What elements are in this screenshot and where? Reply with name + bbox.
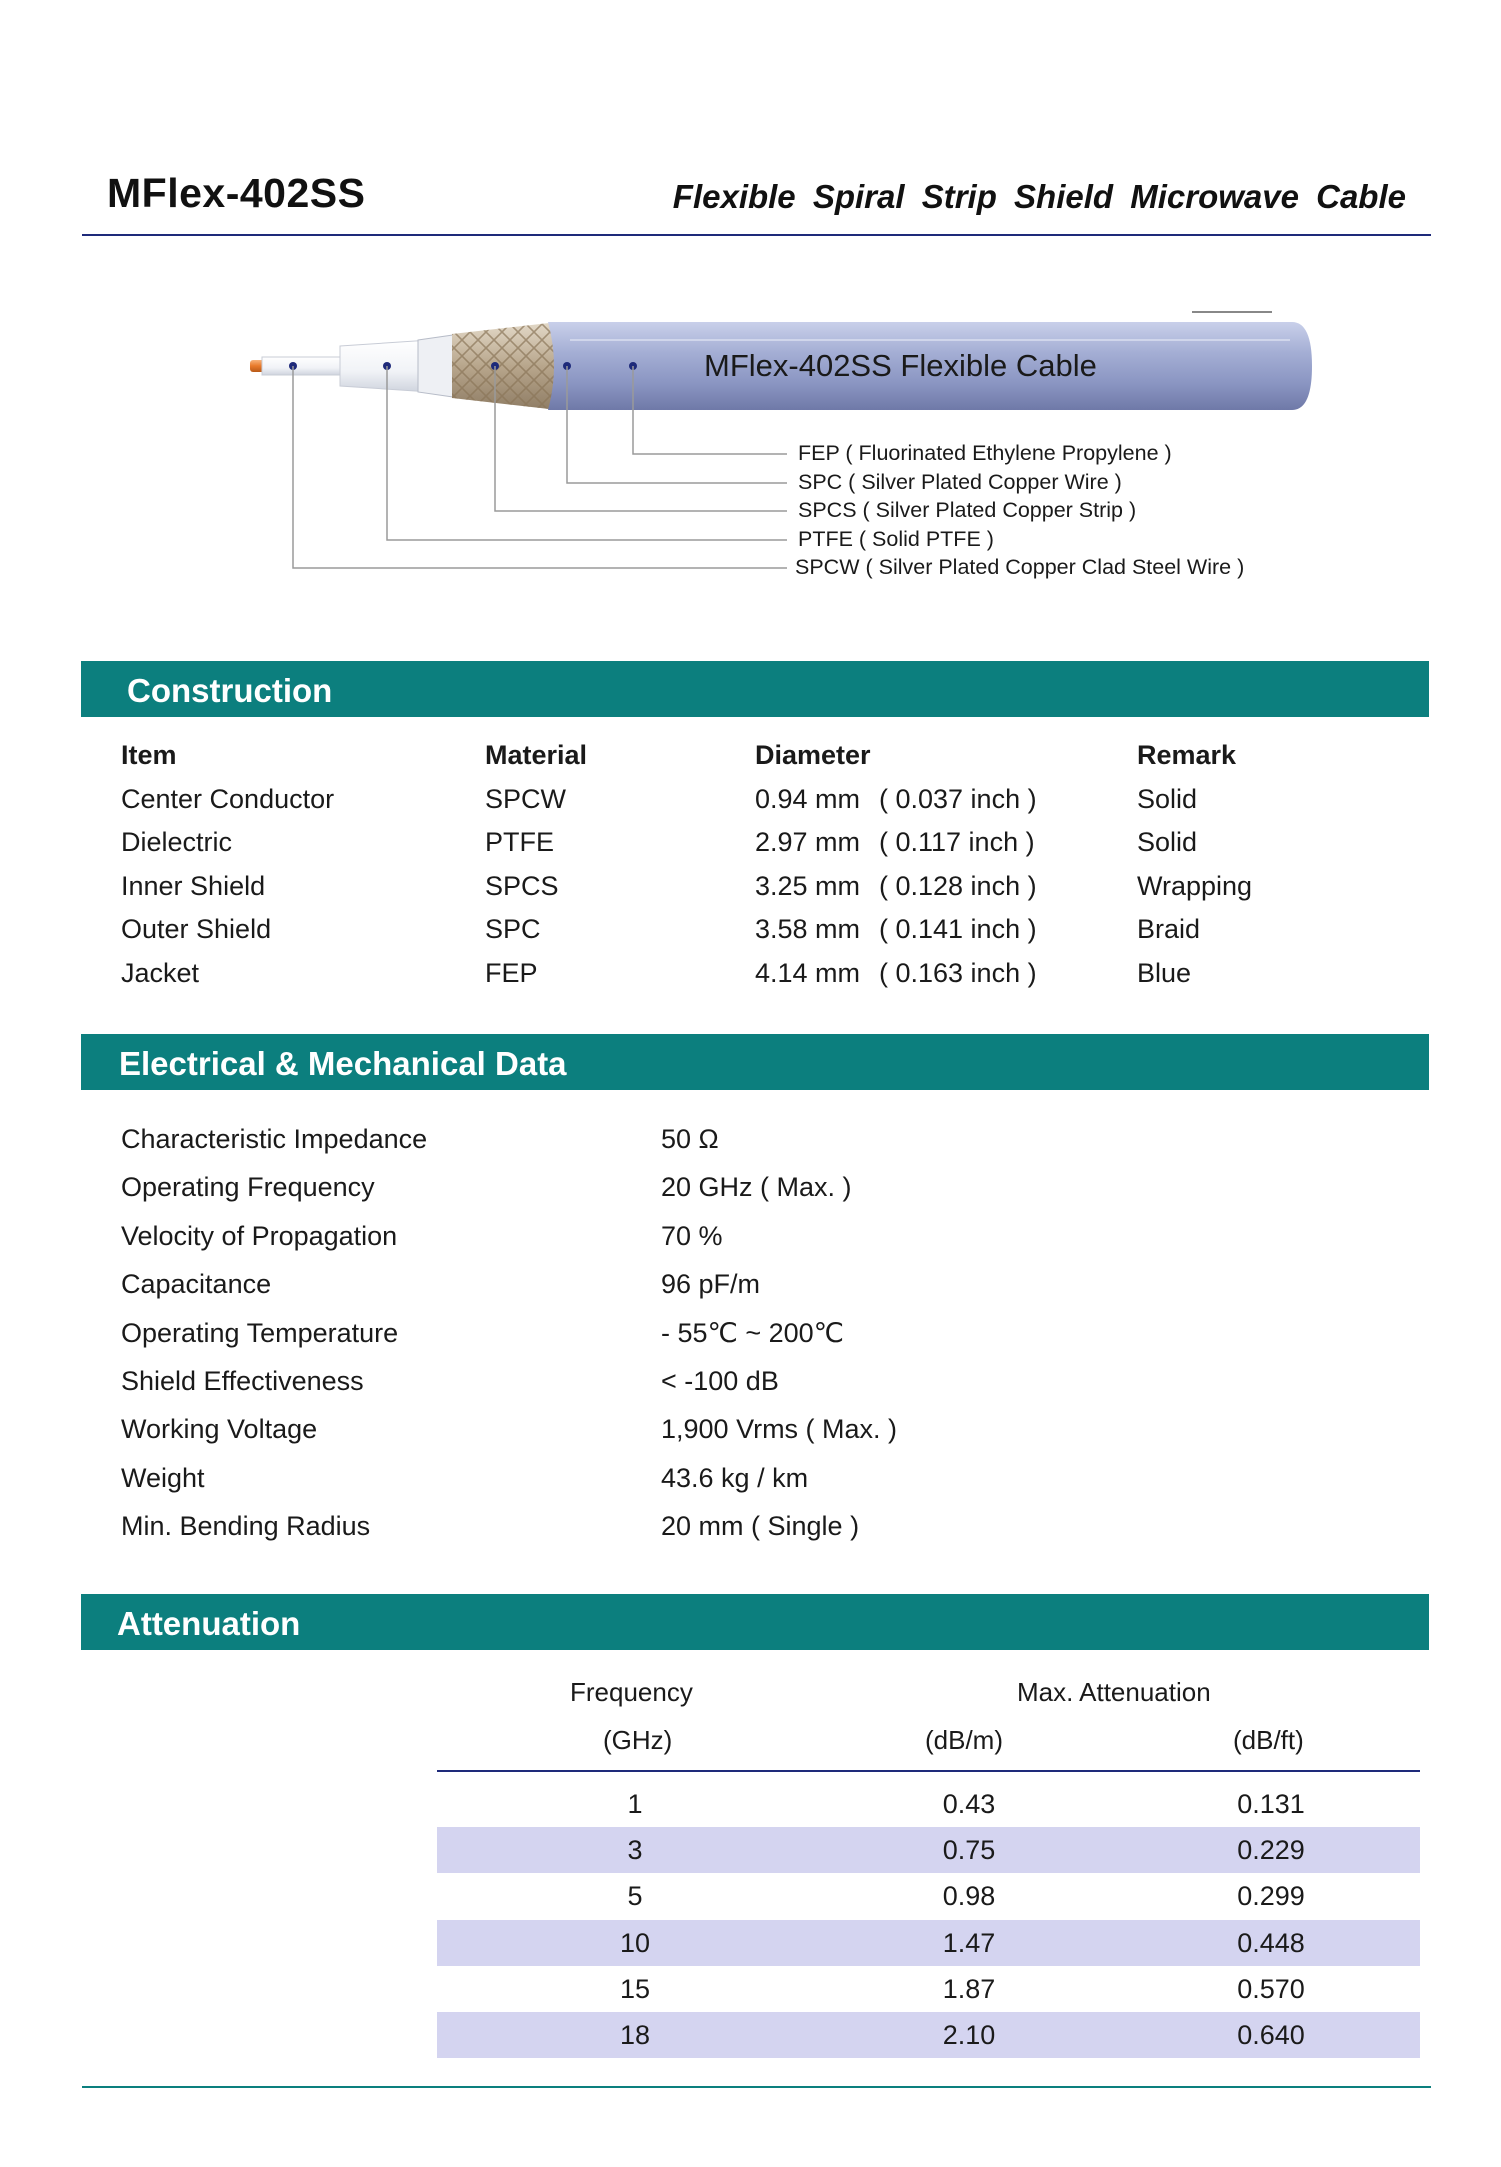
cell-remark: Solid: [1137, 827, 1198, 858]
cell-mm: 3.58 mm: [755, 914, 861, 945]
spec-label: Velocity of Propagation: [121, 1220, 398, 1251]
electrical-title: Electrical & Mechanical Data: [119, 1045, 567, 1082]
table-row: [437, 2012, 1420, 2058]
construction-header: [81, 661, 1429, 717]
table-row: [437, 1781, 1420, 1827]
cell-db-ft: 0.131: [1237, 1789, 1305, 1819]
table-row: [437, 1966, 1420, 2012]
cell-frequency: 1: [627, 1789, 643, 1819]
cell-mm: 2.97 mm: [755, 827, 861, 858]
cell-item: Outer Shield: [121, 914, 272, 945]
spec-value: 50 Ω: [661, 1124, 719, 1154]
cell-inch: ( 0.117 inch ): [879, 827, 1035, 858]
cell-item: Jacket: [121, 957, 200, 988]
spec-row: [121, 1172, 1221, 1220]
conductor-sleeve: [262, 357, 350, 375]
spec-label: Weight: [121, 1462, 205, 1493]
spec-row: [121, 1124, 1221, 1172]
cell-inch: ( 0.128 inch ): [879, 870, 1037, 901]
cell-db-m: 0.98: [942, 1881, 996, 1912]
attenuation-title: Attenuation: [117, 1605, 301, 1642]
legend-spcw: SPCW ( Silver Plated Copper Clad Steel Wire ): [795, 555, 1245, 579]
cell-db-ft: 0.570: [1237, 1973, 1305, 2004]
table-row: [437, 1873, 1420, 1919]
legend-spc: SPC ( Silver Plated Copper Wire ): [798, 470, 1122, 494]
cell-frequency: 15: [619, 1973, 651, 2004]
cell-db-ft: 0.299: [1237, 1881, 1305, 1912]
cell-item: Inner Shield: [121, 870, 266, 901]
frequency-header: Frequency: [570, 1677, 693, 1707]
cell-remark: Braid: [1137, 914, 1201, 945]
spec-value: 20 GHz ( Max. ): [661, 1172, 852, 1203]
construction-title: Construction: [127, 672, 333, 709]
cell-mm: 4.14 mm: [755, 957, 861, 988]
table-row: [437, 1920, 1420, 1966]
construction-table: [121, 740, 1321, 1002]
table-row: [121, 827, 1321, 871]
legend-spcs: SPCS ( Silver Plated Copper Strip ): [798, 498, 1137, 522]
header-diameter: Diameter: [755, 740, 871, 770]
cell-material: FEP: [485, 957, 538, 988]
cell-frequency: 10: [619, 1927, 651, 1958]
attenuation-header: [81, 1594, 1429, 1650]
cell-db-m: 2.10: [942, 2019, 996, 2050]
cell-remark: Solid: [1137, 783, 1198, 814]
legend-fep: FEP ( Fluorinated Ethylene Propylene ): [798, 441, 1172, 465]
cell-mm: 3.25 mm: [755, 870, 861, 901]
table-row: [121, 914, 1321, 958]
cell-inch: ( 0.037 inch ): [879, 783, 1037, 814]
cell-db-ft: 0.448: [1237, 1927, 1305, 1958]
cell-db-m: 1.47: [942, 1927, 996, 1958]
spec-row: [121, 1463, 1221, 1511]
cell-mm: 0.94 mm: [755, 783, 861, 814]
footer-divider: [82, 2086, 1431, 2088]
header-item: Item: [121, 740, 177, 770]
spec-label: Working Voltage: [121, 1414, 318, 1445]
cable-label: MFlex-402SS Flexible Cable: [704, 348, 1097, 383]
cell-db-ft: 0.640: [1237, 2019, 1305, 2050]
table-row: [121, 871, 1321, 915]
legend-ptfe: PTFE ( Solid PTFE ): [798, 527, 994, 551]
spec-value: 20 mm ( Single ): [661, 1511, 860, 1542]
cell-inch: ( 0.163 inch ): [879, 957, 1037, 988]
unit-db-m: (dB/m): [925, 1725, 1003, 1755]
spec-row: [121, 1511, 1221, 1559]
frequency-unit: (GHz): [603, 1725, 673, 1755]
spec-label: Characteristic Impedance: [121, 1124, 428, 1154]
spec-value: 70 %: [661, 1220, 723, 1251]
spec-row: [121, 1269, 1221, 1317]
cell-frequency: 18: [619, 2019, 651, 2050]
cell-frequency: 3: [627, 1835, 643, 1866]
spec-row: [121, 1318, 1221, 1366]
spec-row: [121, 1366, 1221, 1414]
cell-remark: Wrapping: [1137, 870, 1253, 901]
header-remark: Remark: [1137, 740, 1237, 770]
header-material: Material: [485, 740, 588, 770]
spec-value: - 55℃ ~ 200℃: [661, 1317, 844, 1348]
spec-label: Operating Frequency: [121, 1172, 375, 1203]
page-title: MFlex-402SS: [107, 170, 366, 216]
cell-item: Center Conductor: [121, 783, 335, 814]
electrical-table: [121, 1124, 1221, 1560]
cell-db-m: 0.75: [942, 1835, 996, 1866]
cell-inch: ( 0.141 inch ): [879, 914, 1037, 945]
cell-material: SPCS: [485, 870, 559, 901]
max-attenuation-header: Max. Attenuation: [1017, 1677, 1211, 1707]
attenuation-table: [437, 1781, 1420, 2058]
table-row: [121, 784, 1321, 828]
spec-value: 43.6 kg / km: [661, 1462, 809, 1493]
spec-value: 1,900 Vrms ( Max. ): [661, 1414, 898, 1445]
spec-label: Capacitance: [121, 1269, 272, 1300]
cell-db-m: 0.43: [942, 1789, 996, 1819]
header-divider: [82, 234, 1431, 236]
spec-value: 96 pF/m: [661, 1269, 761, 1300]
cell-item: Dielectric: [121, 827, 233, 858]
cell-material: SPCW: [485, 783, 566, 814]
table-row: [437, 1827, 1420, 1873]
attenuation-divider: [437, 1770, 1420, 1772]
cell-db-ft: 0.229: [1237, 1835, 1305, 1866]
table-header-row: [121, 740, 1321, 784]
spec-label: Operating Temperature: [121, 1317, 399, 1348]
cell-material: SPC: [485, 914, 541, 945]
cell-db-m: 1.87: [942, 1973, 996, 2004]
table-row: [121, 958, 1321, 1002]
spec-row: [121, 1221, 1221, 1269]
cell-remark: Blue: [1137, 957, 1192, 988]
spec-row: [121, 1414, 1221, 1462]
spec-label: Min. Bending Radius: [121, 1511, 371, 1542]
cell-frequency: 5: [627, 1881, 643, 1912]
page-subtitle: Flexible Spiral Strip Shield Microwave Cable: [672, 178, 1406, 215]
spec-label: Shield Effectiveness: [121, 1365, 364, 1396]
electrical-header: [81, 1034, 1429, 1090]
unit-db-ft: (dB/ft): [1233, 1725, 1304, 1755]
cell-material: PTFE: [485, 827, 555, 858]
spec-value: < -100 dB: [661, 1365, 779, 1396]
